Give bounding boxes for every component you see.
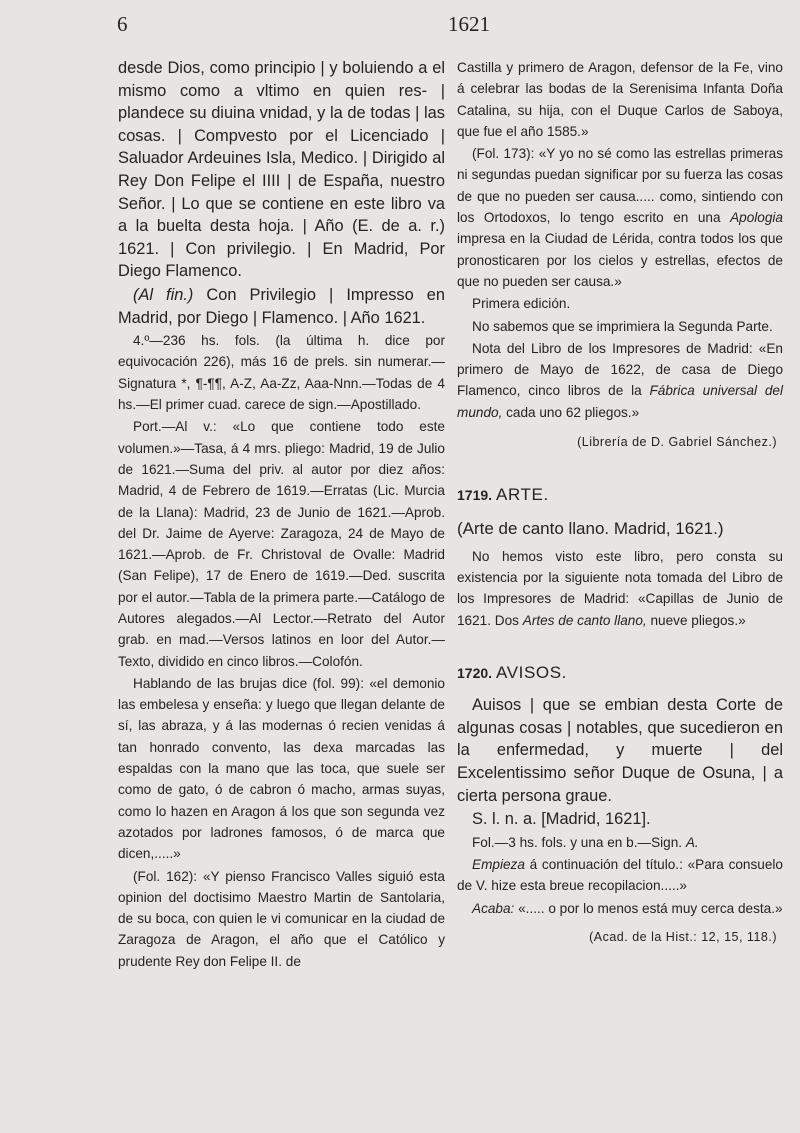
entry-heading-1719 — [457, 484, 783, 506]
explicit-label: Acaba: — [472, 900, 515, 916]
left-column — [118, 57, 445, 973]
quote-brujas-paragraph: Hablando de las brujas dice (fol. 99): «el demonio las embelesa y enseña: y luego que llegan delante de sí, las abraza, y á las modernas ó recien venidas á tan honrado convento, las dexa marcadas las espaldas con la mano que las toca, que suele ser como de gato, ó de cabron ó macho, armas suyas, como lo hazen en Aragon á los que son segunda vez azotados por ladrones famosos, ó de marca que dicen,.....» — [118, 675, 445, 862]
title-transcription: desde Dios, como principio | y boluiendo a el mismo como a vltimo en quien res- | plandece su diuina vnidad, y la de todas | las cosas. | Compvesto por el Licenciado | Saluador Ardeuines Isla, Medico. | Dirigido al Rey Don Felipe el IIII | de España, nuestro Señor. | Lo que se contiene en este libro va a la buelta desta hoja. | Año (E. de a. r.) 1621. | Con privilegio. | En Madrid, Por Diego Flamenco. — [118, 59, 445, 281]
page-number: 6 — [117, 12, 128, 36]
entry-1720-explicit — [457, 898, 783, 919]
entry-1719-text-italic: Artes de canto llano, — [522, 612, 647, 628]
colophon-text: Con Privilegio | Impresso en Madrid, por Diego | Flamenco. | Año 1621. — [118, 285, 445, 327]
entry-1720-desc — [457, 832, 783, 853]
printers-note-text: Nota del Libro de los Impresores de Madrid: «En primero de Mayo de 1622, de casa de Diego Flamenco, cinco libros de la — [457, 340, 783, 399]
incipit-text: á continuación del título.: «Para consuelo de V. hize esta breue recopilacion.....» — [457, 856, 783, 894]
entry-1719-subtitle: (Arte de canto llano. Madrid, 1621.) — [457, 518, 724, 538]
second-part-note: No sabemos que se imprimiera la Segunda Parte. — [472, 318, 773, 334]
entry-1720-desc-italic: A. — [685, 834, 699, 850]
entry-1719-text — [457, 546, 783, 631]
explicit-text: «..... o por lo menos está muy cerca desta.» — [514, 900, 783, 916]
printers-note-italic: Fábrica universal del mundo, — [457, 383, 783, 420]
entry-heading-text: ARTE. — [496, 485, 549, 505]
entry-heading-1720 — [457, 662, 783, 684]
entry-number: 1720. — [457, 664, 493, 681]
entry-number: 1719. — [457, 487, 493, 504]
right-column — [457, 57, 783, 948]
entry-1719-text-b: nueve pliegos.» — [646, 612, 746, 628]
entry-1720-title: Auisos | que se embian desta Corte de algunas cosas | notables, que sucedieron en la enfermedad, y muerte | del Excelentissimo señor Duque de Osuna, | a cierta persona graue. — [457, 696, 783, 805]
contents-paragraph: Port.—Al v.: «Lo que contiene todo este volumen.»—Tasa, á 4 mrs. pliego: Madrid, 19 de Julio de 1621.—Suma del priv. al autor por diez años: Madrid, 4 de Febrero de 1619.—Erratas (Lic. Murcia de la Llana): Madrid, 23 de Junio de 1621.—Aprob. del Dr. Jaime de Ayerve: Zaragoza, 24 de Mayo de 1621.—Aprob. de Fr. Christoval de Ovalle: Madrid (San Felipe), 17 de Enero de 1619.—Ded. suscrita por el autor.—Tabla de la primera parte.—Catálogo de Autores alegados.—Al Lector.—Retrato del Autor grab. en mad.—Versos latinos en loor del Autor.—Texto, dividido en cinco libros.—Colofón. — [118, 419, 445, 669]
fol173-text: (Fol. 173): «Y yo no sé como las estrellas primeras ni segundas puedan significar por su fuerza las cosas de que no pueden ser causa..... como, sintiendo con los Ortodoxos, lo tengo escrito en una — [457, 146, 783, 226]
colophon-italic: (Al fin.) — [133, 285, 194, 304]
incipit-label: Empieza — [472, 856, 525, 872]
printers-note — [457, 338, 783, 423]
quote-continuation: Castilla y primero de Aragon, defensor de la Fe, vino á celebrar las bodas de la Serenisima Infanta Doña Catalina, su hija, con el Duque Carlos de Saboya, que fue el año 1585.» — [457, 60, 783, 139]
collation-paragraph: 4.º—236 hs. fols. (la última h. dice por equivocación 226), más 16 de prels. sin numerar.—Signatura *, ¶-¶¶, A-Z, Aa-Zz, Aaa-Nnn.—Todas de 4 hs.—El primer cuad. carece de sign.—Apostillado. — [118, 333, 445, 413]
entry-1720-desc-text: Fol.—3 hs. fols. y una en b.—Sign. — [472, 834, 686, 850]
running-head-year: 1621 — [448, 12, 490, 36]
edition-note: Primera edición. — [472, 296, 571, 312]
quote-fol173-paragraph — [457, 143, 783, 292]
colophon-transcription — [118, 284, 445, 329]
printers-note-rest: cada uno 62 pliegos.» — [502, 404, 640, 420]
quote-fol162-paragraph: (Fol. 162): «Y pienso Francisco Valles siguió esta opinion del doctisimo Maestro Martin de Santolaria, de su boca, con quien le vi comunicar en la ciudad de Zaragoza de Aragon, el año que el Católico y prudente Rey don Felipe II. de — [118, 868, 445, 969]
fol173-rest: impresa en la Ciudad de Lérida, contra todos los que pronosticaren por los cielos y estrellas, efectos de que no pueden ser causa.» — [457, 231, 783, 289]
entry-1719-text-a: No hemos visto este libro, pero consta su existencia por la siguiente nota tomada del Libro de los Impresores de Madrid: «Capillas de Junio de 1621. Dos — [457, 548, 783, 628]
fol173-italic: Apologia — [730, 210, 783, 226]
entry-1720-incipit — [457, 854, 783, 897]
source-note: (Librería de D. Gabriel Sánchez.) — [577, 435, 777, 450]
entry-heading-text: AVISOS. — [496, 662, 568, 682]
entry-1720-source: (Acad. de la Hist.: 12, 15, 118.) — [589, 929, 777, 944]
entry-1720-imprint: S. l. n. a. [Madrid, 1621]. — [472, 810, 651, 829]
